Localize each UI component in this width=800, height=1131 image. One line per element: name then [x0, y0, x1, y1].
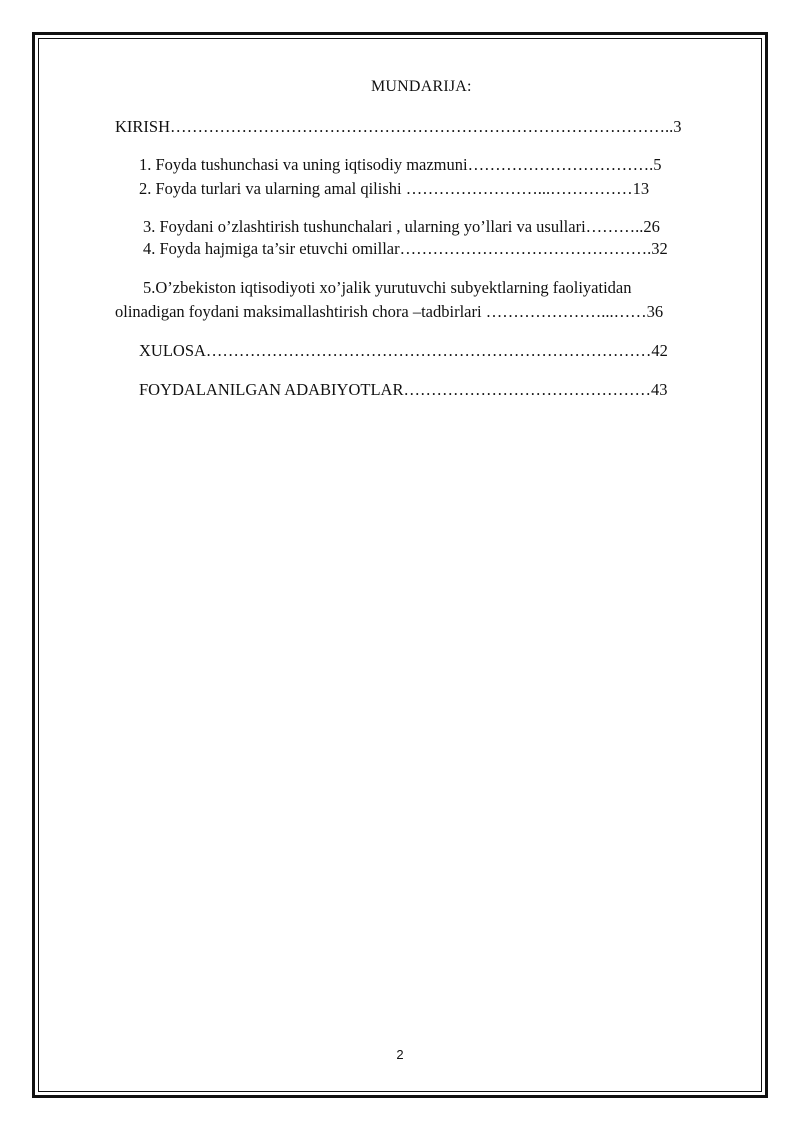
page-number: 2	[396, 1047, 404, 1062]
toc-entry-5-line2: olinadigan foydani maksimallashtirish chora –tadbirlari …………………...……36	[115, 302, 664, 321]
toc-entry-1: 1. Foyda tushunchasi va uning iqtisodiy mazmuni…………………………….5	[139, 155, 662, 174]
toc-entry-adabiyotlar: FOYDALANILGAN ADABIYOTLAR………………………………………43	[139, 380, 668, 399]
toc-entry-xulosa: XULOSA………………………………………………………………………42	[139, 341, 668, 360]
toc-entry-2: 2. Foyda turlari va ularning amal qilishi ……………………...……………13	[139, 179, 650, 198]
toc-entry-4: 4. Foyda hajmiga ta’sir etuvchi omillar……………………………………….32	[143, 239, 668, 258]
page-title: MUNDARIJA:	[371, 78, 472, 95]
toc-entry-5-line1: 5.O’zbekiston iqtisodiyoti xo’jalik yurutuvchi subyektlarning faoliyatidan	[143, 278, 632, 297]
toc-entry-kirish: KIRISH………………………………………………………………………………..3	[115, 117, 682, 136]
toc-entry-3: 3. Foydani o’zlashtirish tushunchalari , ularning yo’llari va usullari………..26	[143, 217, 660, 236]
